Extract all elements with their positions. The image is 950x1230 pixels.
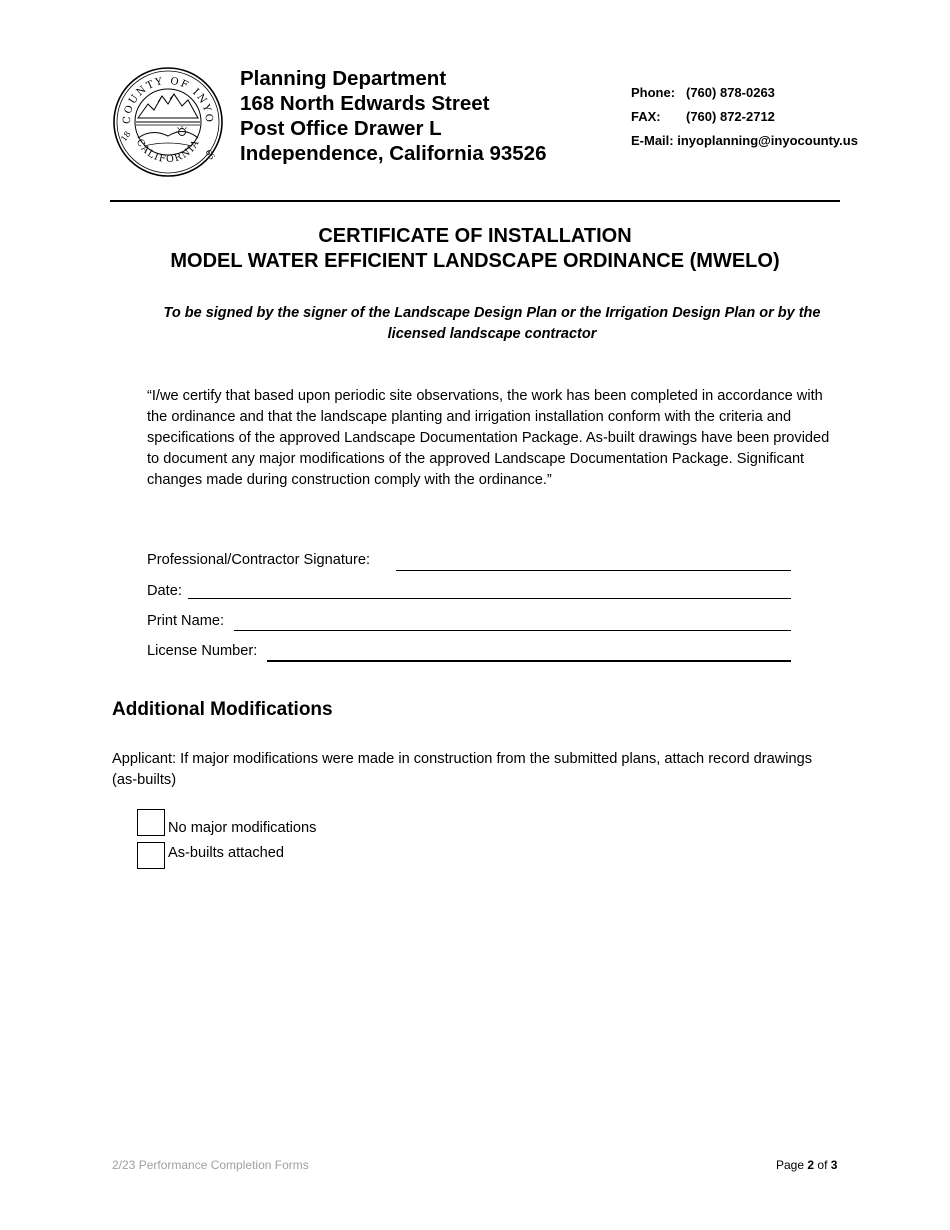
- page-current: 2: [807, 1158, 815, 1172]
- seal-top-text: COUNTY OF INYO: [121, 75, 215, 125]
- certification-statement: “I/we certify that based upon periodic site observations, the work has been completed in accordance with the ordinance and that the landscape planting and irrigation installation conform with the criteria and specifications of the approved Landscape Documentation Package. As-built drawings have been provided to document any major modifications of the approved Landscape Documentation Package. Significant changes made during construction comply with the ordinance.”: [147, 388, 830, 488]
- phone-label: Phone:: [631, 85, 676, 100]
- svg-text:CALIFORNIA: [134, 137, 202, 165]
- header-divider: [110, 200, 840, 202]
- page-of: of: [817, 1158, 828, 1172]
- as-builts-attached-checkbox[interactable]: [137, 842, 165, 869]
- phone-value: (760) 878-0263: [686, 85, 775, 100]
- fax-label: FAX:: [631, 109, 661, 124]
- license-number-label: License Number:: [147, 643, 258, 659]
- mountains-icon: [138, 94, 198, 118]
- phone-row: [631, 81, 858, 105]
- county-seal: [112, 66, 224, 178]
- document-title: CERTIFICATE OF INSTALLATION: [318, 225, 632, 247]
- additional-modifications-heading: Additional Modifications: [112, 699, 333, 720]
- email-row: [631, 129, 858, 153]
- contact-info: [631, 81, 858, 153]
- fax-row: [631, 105, 858, 129]
- signature-label: Professional/Contractor Signature:: [147, 552, 371, 568]
- street-address: 168 North Edwards Street: [240, 92, 490, 115]
- email-label: E-Mail:: [631, 133, 674, 148]
- date-label: Date:: [147, 583, 182, 599]
- no-major-modifications-label: No major modifications: [168, 820, 317, 836]
- as-builts-attached-label: As-builts attached: [168, 845, 285, 861]
- page-number: [776, 1157, 837, 1173]
- print-name-label: Print Name:: [147, 613, 225, 629]
- fax-value: (760) 872-2712: [686, 109, 775, 124]
- department-name: Planning Department: [240, 67, 447, 90]
- seal-bottom-text: CALIFORNIA: [133, 137, 203, 166]
- applicant-instruction: Applicant: If major modifications were made in construction from the submitted plans, attach record drawings (as-builts): [112, 751, 813, 788]
- department-address: [240, 66, 546, 166]
- signature-line[interactable]: [396, 570, 791, 571]
- print-name-line[interactable]: [234, 630, 791, 631]
- city-state-zip: Independence, California 93526: [240, 142, 547, 165]
- po-box: Post Office Drawer L: [240, 117, 442, 140]
- page-prefix: Page: [776, 1158, 805, 1172]
- license-number-line[interactable]: [267, 660, 791, 662]
- footer-form-id: 2/23 Performance Completion Forms: [112, 1158, 309, 1172]
- seal-year-right: 66: [203, 147, 217, 162]
- date-line[interactable]: [188, 598, 791, 599]
- signer-instruction: To be signed by the signer of the Landscape Design Plan or the Irrigation Design Plan or by the licensed landscape contractor: [163, 305, 821, 342]
- page-total: 3: [830, 1158, 838, 1172]
- seal-year-left: 18: [119, 129, 133, 144]
- no-major-modifications-checkbox[interactable]: [137, 809, 165, 836]
- email-value: inyoplanning@inyocounty.us: [677, 133, 858, 148]
- document-subtitle: MODEL WATER EFFICIENT LANDSCAPE ORDINANCE (MWELO): [170, 250, 780, 272]
